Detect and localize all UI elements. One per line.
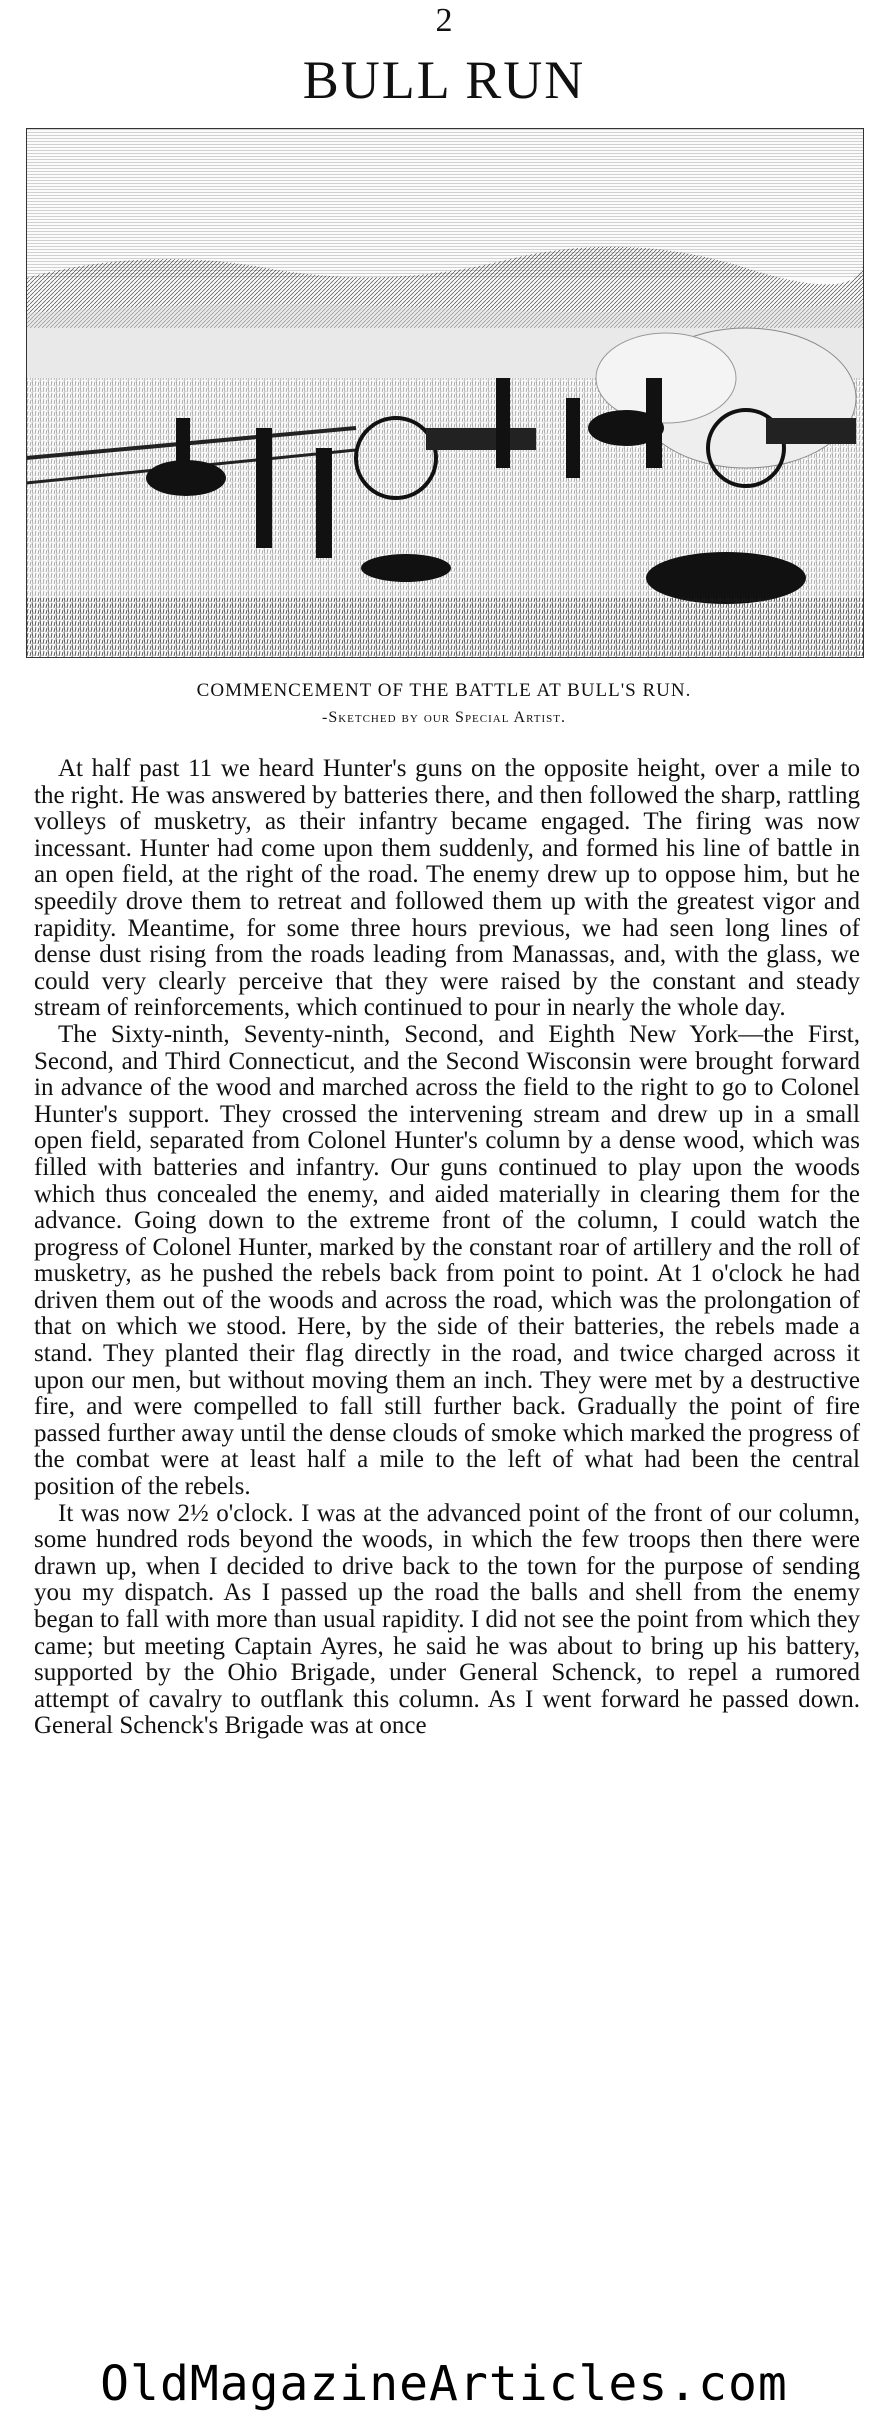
site-watermark: OldMagazineArticles.com <box>100 2356 788 2412</box>
article-paragraph: The Sixty-ninth, Seventy-ninth, Second, and Eighth New York—the First, Second, and Third Connecticut, and the Second Wisconsin were brought forward in advance of the wood and marched across the field to the right to go to Colonel Hunter's support. They crossed the intervening stream and drew up in a small open field, separated from Colonel Hunter's column by a dense wood, which was filled with batteries and infantry. Our guns continued to play upon the woods which thus concealed the enemy, and aided materially in clearing them for the advance. Going down to the extreme front of the column, I could watch the progress of Colonel Hunter, marked by the constant roar of artillery and the roll of musketry, as he pushed the rebels back from point to point. At 1 o'clock he had driven them out of the woods and across the road, which was the prolongation of that on which we stood. Here, by the side of their batteries, the rebels made a stand. They planted their flag directly in the road, and twice charged across it upon our men, but without moving them an inch. They were met by a destructive fire, and were compelled to fall still further back. Gradually the point of fire passed further away until the dense clouds of smoke which marked the progress of the combat were at least half a mile to the left of what had been the central position of the rebels. <box>34 1020 860 1501</box>
article-body <box>34 756 860 1740</box>
article-paragraph: It was now 2½ o'clock. I was at the advanced point of the front of our column, some hundred rods beyond the woods, in which the few troops then there were drawn up, when I decided to drive back to the town for the purpose of sending you my dispatch. As I passed up the road the balls and shell from the enemy began to fall with more than usual rapidity. I did not see the point from which they came; but meeting Captain Ayres, he said he was about to bring up his battery, supported by the Ohio Brigade, under General Schenck, to repel a rumored attempt of cavalry to outflank this column. As I went forward he passed down. General Schenck's Brigade was at once <box>34 1499 860 1740</box>
illustration-credit: -Sketched by our Special Artist. <box>321 709 567 726</box>
battle-engraving-image <box>26 128 864 658</box>
article-paragraph: At half past 11 we heard Hunter's guns on the opposite height, over a mile to the right. He was answered by batteries there, and then followed the sharp, rattling volleys of musketry, as their infantry became engaged. The firing was now incessant. Hunter had come upon them suddenly, and formed his line of battle in an open field, at the right of the road. The enemy drew up to oppose him, but he speedily drove them to retreat and followed them up with the greatest vigor and rapidity. Meantime, for some three hours previous, we had seen long lines of dense dust rising from the roads leading from Manassas, and, with the glass, we could very clearly perceive that they were raised by the constant and steady stream of reinforcements, which continued to pour in nearly the whole day. <box>34 755 860 1022</box>
page-number: 2 <box>435 2 453 39</box>
article-title: BULL RUN <box>302 50 586 110</box>
illustration-caption: COMMENCEMENT OF THE BATTLE AT BULL'S RUN. <box>196 680 692 701</box>
